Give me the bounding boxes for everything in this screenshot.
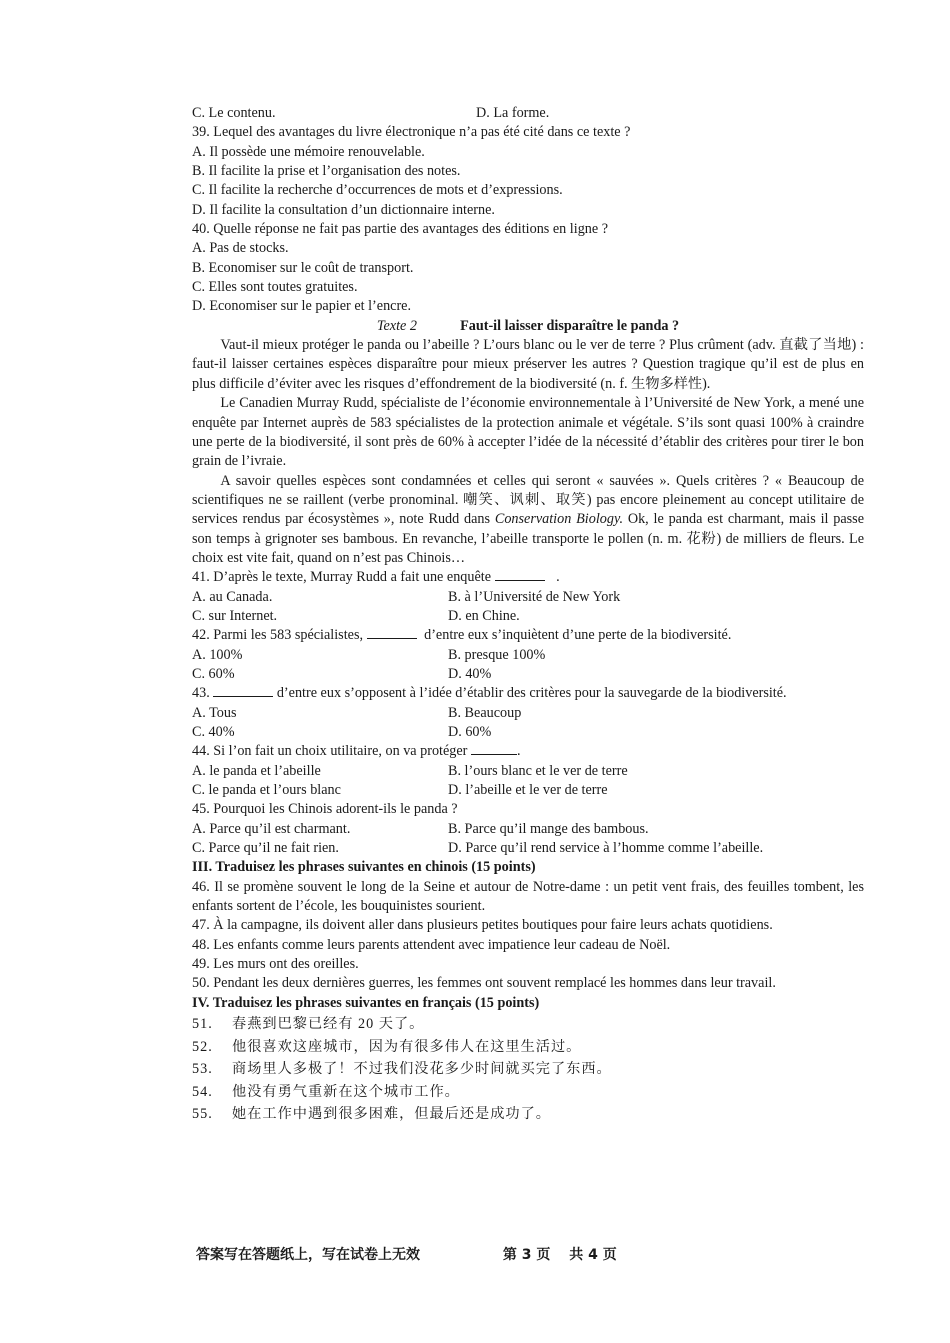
q44-text: 44. Si l’on fait un choix utilitaire, on va protéger xyxy=(192,743,468,760)
sentence-number: 52. xyxy=(192,1038,213,1055)
q42-options-cd xyxy=(192,665,864,684)
sentence-text: 他很喜欢这座城市，因为有很多伟人在这里生活过。 xyxy=(232,1038,582,1055)
q38-options xyxy=(192,104,864,123)
q45-options-cd xyxy=(192,839,864,858)
answer-blank xyxy=(367,626,417,639)
q41-option-d: D. en Chine. xyxy=(448,607,520,624)
q40-option-a: A. Pas de stocks. xyxy=(192,240,289,257)
texte2-paragraph-1: Vaut-il mieux protéger le panda ou l’abeille ? L’ours blanc ou le ver de terre ? Plus crûment (adv. 直截了当地) : faut-il laisser certaines espèces disparaître pour mieux préserver les autres ? Question tragique qu’il est de plus en plus difficile d’éviter avec les risques d’effondrement de la biodiversité (n. f. 生物多样性). xyxy=(192,337,864,392)
q41-text: 41. D’après le texte, Murray Rudd a fait une enquête xyxy=(192,569,492,586)
sentence-number: 55. xyxy=(192,1106,213,1123)
answer-blank xyxy=(495,568,545,581)
q44-option-c: C. le panda et l’ours blanc xyxy=(192,782,341,799)
q42-options-ab xyxy=(192,646,864,665)
q40-question: 40. Quelle réponse ne fait pas partie des avantages des éditions en ligne ? xyxy=(192,221,609,238)
texte2-paragraph-2: Le Canadien Murray Rudd, spécialiste de l’économie environnementale à l’Université de New York, a mené une enquête par Internet auprès de 583 spécialistes de la protection animale et végétale. S’ils sont quasi 100% à craindre une perte de la biodiversité, il sont près de 60% à accepter l’idée de la nécessité d’établir des critères pour tirer le bon grain de l’ivraie. xyxy=(192,395,864,470)
sentence-46: 46. Il se promène souvent le long de la Seine et autour de Notre-dame : un petit vent frais, des feuilles tombent, les enfants sortent de l’école, les bouquinistes sourient. xyxy=(192,878,864,915)
q41-end: . xyxy=(556,569,560,586)
sentence-text: 他没有勇气重新在这个城市工作。 xyxy=(232,1083,460,1100)
texte2-paragraph-3 xyxy=(192,472,864,569)
q39-option-a: A. Il possède une mémoire renouvelable. xyxy=(192,143,425,160)
q45-option-d: D. Parce qu’il rend service à l’homme comme l’abeille. xyxy=(448,840,764,857)
texte2-label: Texte 2 xyxy=(376,317,417,334)
q43-question xyxy=(192,684,864,703)
page-footer xyxy=(196,1244,617,1264)
q43-option-a: A. Tous xyxy=(192,704,237,721)
q44-options-ab xyxy=(192,762,864,781)
sentence-55 xyxy=(192,1103,864,1126)
q45-option-a: A. Parce qu’il est charmant. xyxy=(192,820,351,837)
q39-option-d: D. Il facilite la consultation d’un dictionnaire interne. xyxy=(192,201,495,218)
texte2-title: Faut-il laisser disparaître le panda ? xyxy=(460,317,680,334)
q43-text-b: biodiversité. xyxy=(716,685,787,702)
answer-sheet-notice: 答案写在答题纸上，写在试卷上无效 xyxy=(196,1247,420,1263)
sentence-54 xyxy=(192,1081,864,1104)
sentence-50: 50. Pendant les deux dernières guerres, les femmes ont souvent remplacé les hommes dans leur travail. xyxy=(192,975,776,992)
q42-end: d’entre eux s’inquiètent d’une perte de la biodiversité. xyxy=(424,627,732,644)
sentence-text: 商场里人多极了！不过我们没花多少时间就买完了东西。 xyxy=(232,1061,612,1078)
q44-option-b: B. l’ours blanc et le ver de terre xyxy=(448,762,628,779)
sentence-text: 春燕到巴黎已经有 20 天了。 xyxy=(232,1016,425,1033)
q41-options-ab xyxy=(192,588,864,607)
q45-option-b: B. Parce qu’il mange des bambous. xyxy=(448,820,649,837)
journal-name: Conservation Biology. xyxy=(494,511,624,528)
texte2-p3-part-a: A savoir quelles espèces sont condamnées et celles qui seront « sauvées ». Quels critères ? « Beaucoup de scientifiques ne se raillent (verbe pronominal. 嘲笑、讽刺、取笑) pas encore pleinement au concept utilitaire de services rendus par écosystèmes », note Rudd dans xyxy=(192,472,864,528)
q44-option-d: D. l’abeille et le ver de terre xyxy=(448,782,608,799)
option-c: C. Le contenu. xyxy=(192,105,276,121)
q43-option-c: C. 40% xyxy=(192,724,235,740)
q40-option-c: C. Elles sont toutes gratuites. xyxy=(192,279,358,296)
q41-option-a: A. au Canada. xyxy=(192,588,273,605)
option-d: D. La forme. xyxy=(476,105,550,121)
q44-question xyxy=(192,742,864,761)
q43-text-a: d’entre eux s’opposent à l’idée d’établir des critères pour la sauvegarde de la xyxy=(276,685,713,702)
q42-question xyxy=(192,626,864,645)
sentence-49: 49. Les murs ont des oreilles. xyxy=(192,956,359,973)
section-4-title: IV. Traduisez les phrases suivantes en français (15 points) xyxy=(192,994,540,1011)
q45-question: 45. Pourquoi les Chinois adorent-ils le panda ? xyxy=(192,801,458,818)
sentence-number: 54. xyxy=(192,1083,213,1100)
q42-option-b: B. presque 100% xyxy=(448,646,546,663)
q42-option-a: A. 100% xyxy=(192,646,243,663)
sentence-47: 47. À la campagne, ils doivent aller dans plusieurs petites boutiques pour faire leurs achats quotidiens. xyxy=(192,917,773,934)
q43-option-b: B. Beaucoup xyxy=(448,704,522,721)
q39-question: 39. Lequel des avantages du livre électronique n’a pas été cité dans ce texte ? xyxy=(192,124,631,141)
sentence-53 xyxy=(192,1058,864,1081)
exam-page xyxy=(192,104,864,1126)
q41-question xyxy=(192,568,864,587)
page-number: 第 3 页 共 4 页 xyxy=(502,1247,617,1263)
sentence-number: 53. xyxy=(192,1061,213,1078)
sentence-text: 她在工作中遇到很多困难，但最后还是成功了。 xyxy=(232,1106,551,1123)
q45-option-c: C. Parce qu’il ne fait rien. xyxy=(192,840,339,857)
sentence-number: 51. xyxy=(192,1016,213,1033)
q41-option-b: B. à l’Université de New York xyxy=(448,588,621,605)
q40-option-d: D. Economiser sur le papier et l’encre. xyxy=(192,298,412,315)
q44-end: . xyxy=(516,743,521,760)
sentence-48: 48. Les enfants comme leurs parents attendent avec impatience leur cadeau de Noël. xyxy=(192,936,671,953)
q41-options-cd xyxy=(192,607,864,626)
q39-option-c: C. Il facilite la recherche d’occurrences de mots et d’expressions. xyxy=(192,182,563,199)
q45-options-ab xyxy=(192,820,864,839)
q40-option-b: B. Economiser sur le coût de transport. xyxy=(192,259,414,276)
sentence-51 xyxy=(192,1013,864,1036)
q42-start: 42. Parmi les 583 spécialistes, xyxy=(192,627,364,644)
q43-option-d: D. 60% xyxy=(448,724,492,740)
q43-options-ab xyxy=(192,704,864,723)
q43-number: 43. xyxy=(192,685,210,702)
sentence-52 xyxy=(192,1036,864,1059)
section-3-title: III. Traduisez les phrases suivantes en chinois (15 points) xyxy=(192,859,536,876)
q41-option-c: C. sur Internet. xyxy=(192,607,278,624)
q42-option-c: C. 60% xyxy=(192,665,235,682)
q42-option-d: D. 40% xyxy=(448,665,492,682)
q44-options-cd xyxy=(192,781,864,800)
answer-blank xyxy=(471,742,517,755)
answer-blank xyxy=(213,684,273,697)
q39-option-b: B. Il facilite la prise et l’organisation des notes. xyxy=(192,163,461,180)
texte2-p3-part-b: Ok, le panda est charmant, mais il passe son temps à grignoter ses bambous. En revanche, l’abeille transporte le pollen (n. m. 花粉) de milliers de fleurs. Le choix est vite fait, quand on n’est pas Chinois… xyxy=(192,511,864,566)
texte2-heading xyxy=(192,317,864,336)
q44-option-a: A. le panda et l’abeille xyxy=(192,762,321,779)
q43-options-cd xyxy=(192,723,864,742)
